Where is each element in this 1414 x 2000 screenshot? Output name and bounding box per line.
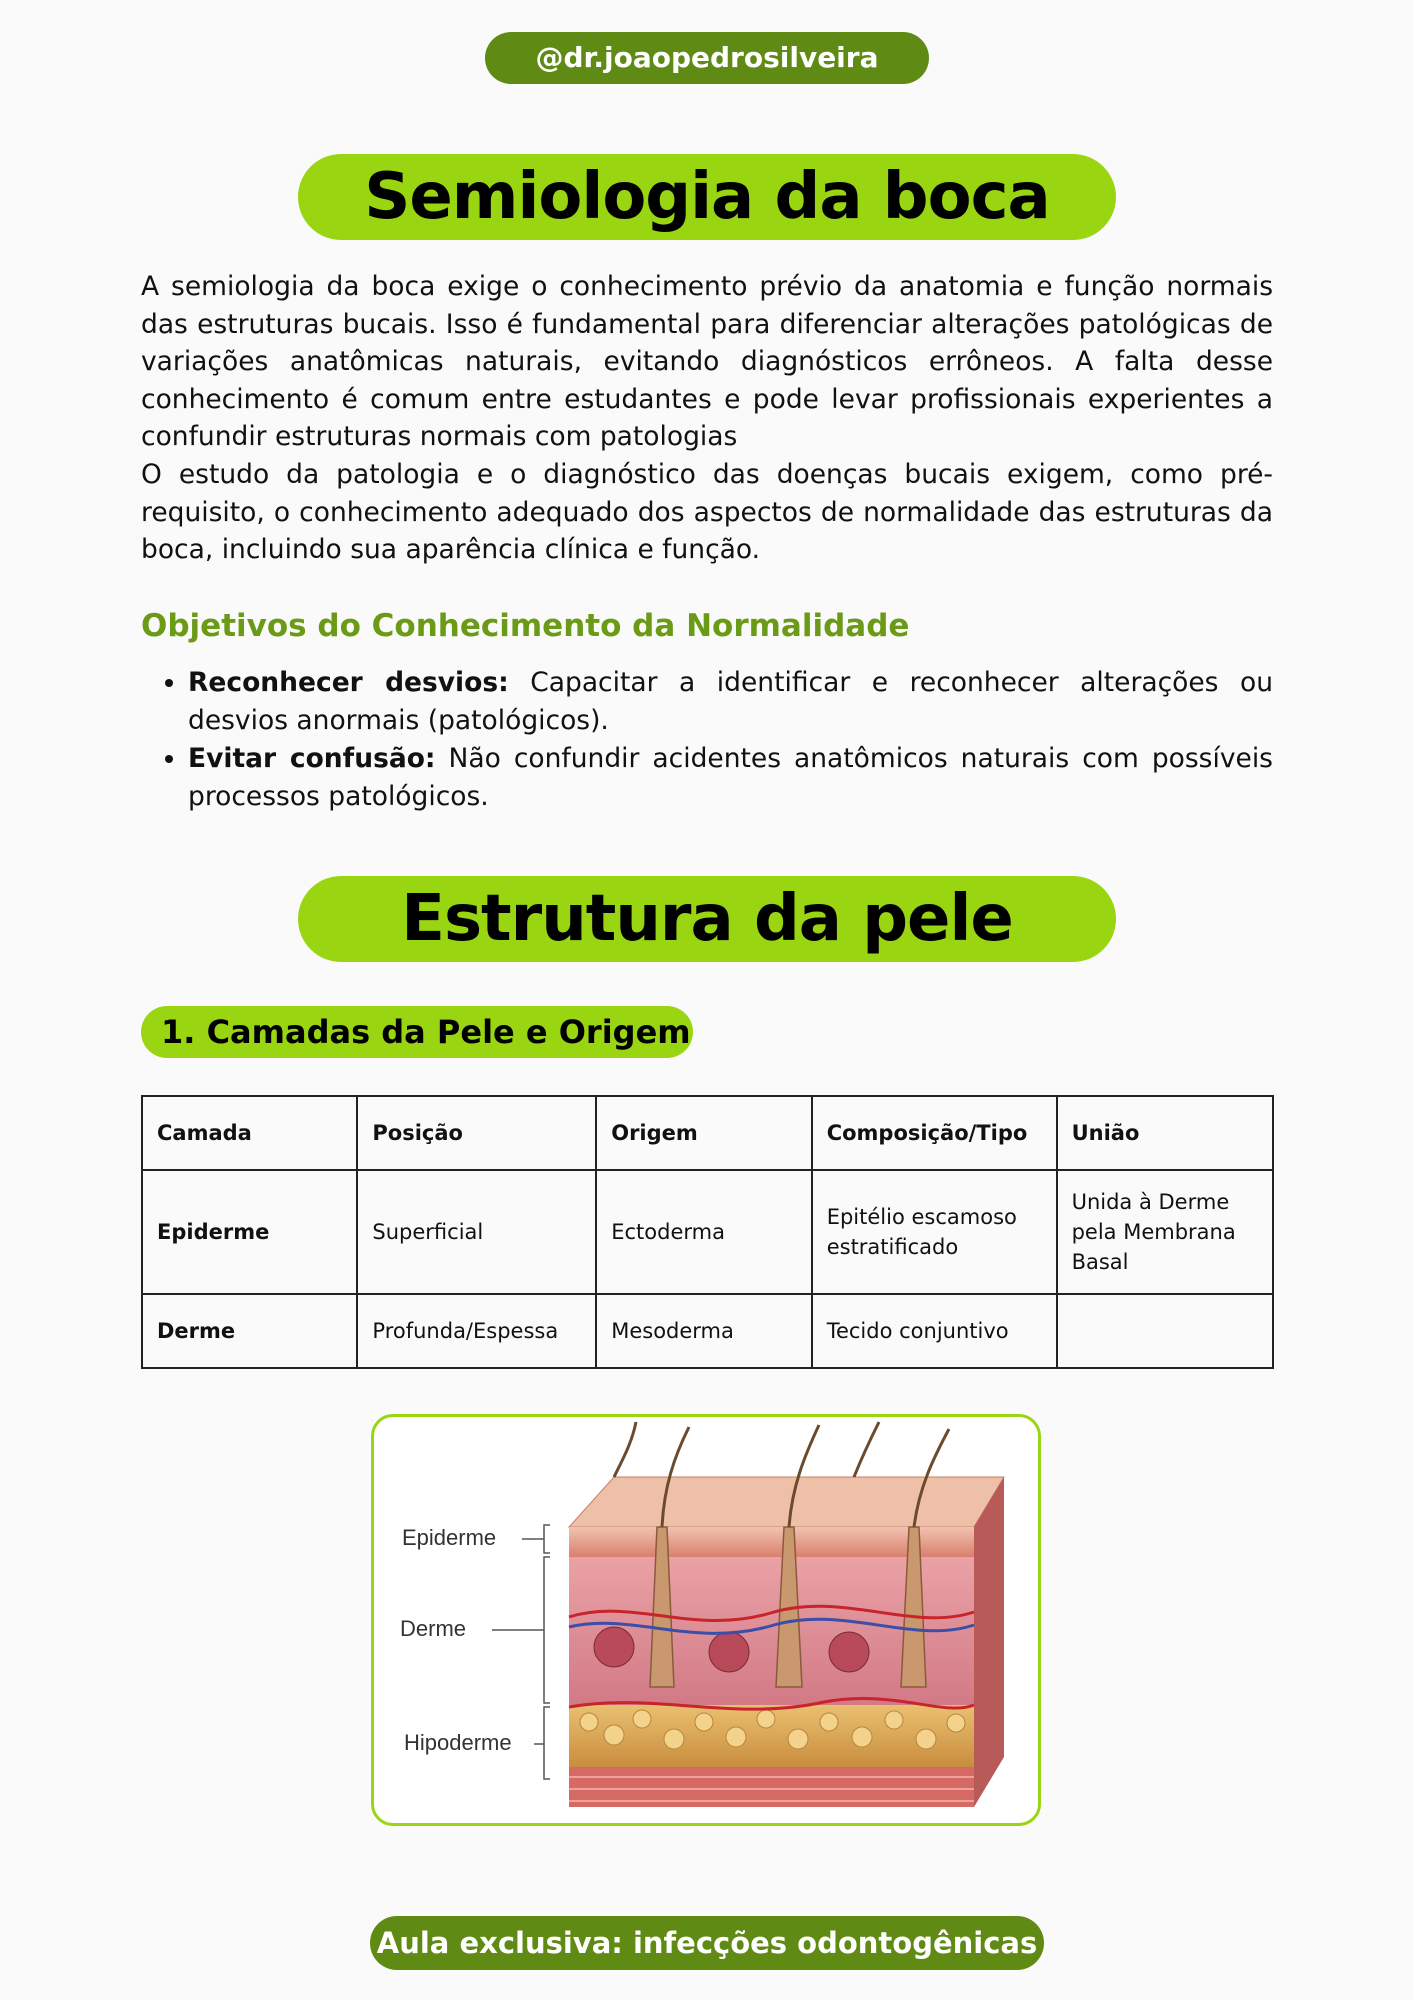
table-cell: Mesoderma [596,1294,811,1368]
table-header-row [142,1096,1273,1170]
table-header-cell: Origem [596,1096,811,1170]
table-header-cell: Composição/Tipo [812,1096,1057,1170]
table-header-cell: Camada [142,1096,357,1170]
table-cell: Profunda/Espessa [357,1294,596,1368]
objectives-list [141,664,1273,816]
intro-paragraph-1: A semiologia da boca exige o conhecimento prévio da anatomia e função normais das estruturas bucais. Isso é fundamental para diferenciar alterações patológicas de variações anatômicas naturais, evitando diagnósticos errôneos. A falta desse conhecimento é comum entre estudantes e pode levar profissionais experientes a confundir estruturas normais com patologias [141,271,1273,452]
table-header-cell: Posição [357,1096,596,1170]
objectives-heading: Objetivos do Conhecimento da Normalidade [141,608,910,644]
page-title-estrutura: Estrutura da pele [298,876,1116,962]
page-title-semiologia: Semiologia da boca [298,154,1116,240]
objective-text: Não confundir acidentes anatômicos naturais com possíveis processos patológicos. [188,743,1273,812]
author-handle-badge: @dr.joaopedrosilveira [485,32,929,84]
table-cell: Ectoderma [596,1170,811,1294]
list-item [188,740,1273,815]
table-row [142,1170,1273,1294]
table-cell [1057,1294,1273,1368]
subsection-title: 1. Camadas da Pele e Origem [141,1006,693,1058]
table-cell: Epiderme [142,1170,357,1294]
skin-cross-section-illustration [374,1417,1038,1823]
footer-promo-badge: Aula exclusiva: infecções odontogênicas [370,1916,1044,1970]
table-cell: Unida à Derme pela Membrana Basal [1057,1170,1273,1294]
table-row [142,1294,1273,1368]
table-cell: Tecido conjuntivo [812,1294,1057,1368]
skin-diagram-figure [371,1414,1041,1826]
figure-label-derme: Derme [400,1616,467,1641]
objective-text: Capacitar a identificar e reconhecer alterações ou desvios anormais (patológicos). [188,667,1274,736]
table-cell: Superficial [357,1170,596,1294]
list-item [188,664,1273,739]
table-header-cell: União [1057,1096,1273,1170]
table-cell: Derme [142,1294,357,1368]
figure-label-hipoderme: Hipoderme [404,1730,512,1755]
skin-layers-table [141,1095,1274,1369]
figure-label-epiderme: Epiderme [402,1525,497,1550]
objective-term: Evitar confusão: [188,743,436,774]
objective-term: Reconhecer desvios: [188,667,509,698]
intro-paragraph-2: O estudo da patologia e o diagnóstico das doenças bucais exigem, como pré-requisito, o conhecimento adequado dos aspectos de normalidade das estruturas da boca, incluindo sua aparência clínica e função. [141,459,1273,565]
table-cell: Epitélio escamoso estratificado [812,1170,1057,1294]
